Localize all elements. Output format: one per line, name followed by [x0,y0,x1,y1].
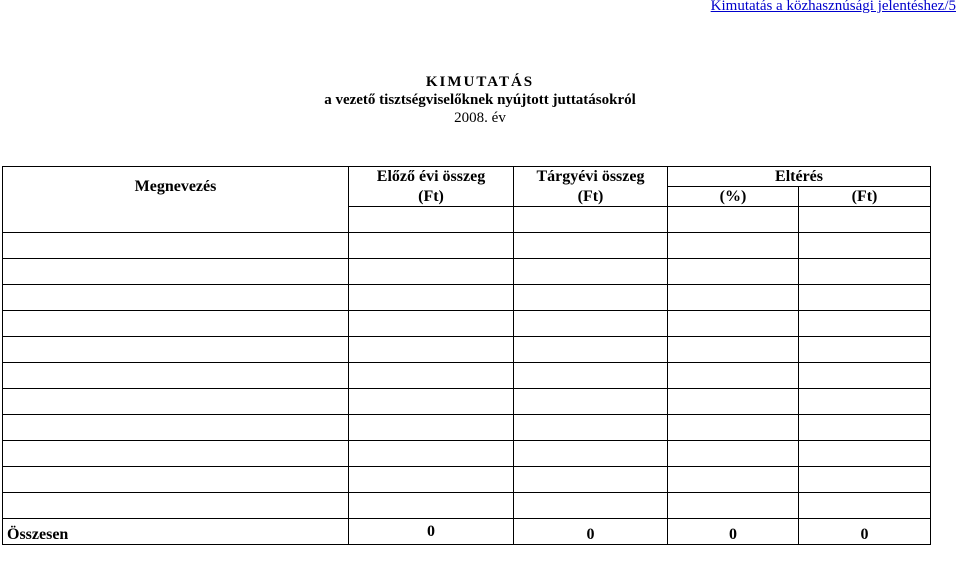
report-reference-link[interactable]: Kimutatás a közhasznúsági jelentéshez/5 [710,0,956,14]
table-cell [514,467,668,493]
table-cell [799,441,931,467]
table-cell [668,259,799,285]
table-cell [3,207,349,233]
table-cell [3,441,349,467]
table-cell [3,311,349,337]
table-row [3,285,931,311]
table-cell [349,493,514,519]
column-header-name: Megnevezés [3,167,349,207]
table-cell [514,285,668,311]
report-year: 2008. év [454,110,506,126]
table-cell [668,493,799,519]
table-cell [668,441,799,467]
table-cell [799,389,931,415]
total-prev-amount: 0 [349,519,514,545]
table-cell [668,207,799,233]
table-cell [3,337,349,363]
table-cell [799,311,931,337]
table-cell [514,233,668,259]
table-cell [514,311,668,337]
table-cell [349,467,514,493]
table-cell [3,285,349,311]
table-cell [3,415,349,441]
table-cell [799,233,931,259]
table-cell [799,285,931,311]
table-cell [349,337,514,363]
column-unit-curr: (Ft) [514,187,668,207]
table-cell [799,207,931,233]
table-cell [3,389,349,415]
table-cell [514,207,668,233]
table-cell [3,363,349,389]
table-cell [514,337,668,363]
table-cell [668,363,799,389]
table-cell [668,337,799,363]
table-cell [668,285,799,311]
table-cell [349,207,514,233]
total-row [3,519,931,545]
column-header-prev: Előző évi összeg [349,167,514,187]
table-cell [349,285,514,311]
title-block [0,73,960,127]
table-cell [668,415,799,441]
table-cell [668,311,799,337]
table-cell [514,415,668,441]
table-cell [3,467,349,493]
table-row [3,311,931,337]
table-row [3,441,931,467]
table-row [3,415,931,441]
table-cell [799,415,931,441]
table-cell [668,467,799,493]
table-cell [514,363,668,389]
table-row [3,259,931,285]
table-cell [799,467,931,493]
table-cell [668,233,799,259]
total-diff-ft: 0 [799,519,931,545]
table-row [3,363,931,389]
benefits-table [2,166,931,545]
table-cell [3,233,349,259]
table-row [3,493,931,519]
total-curr-amount: 0 [514,519,668,545]
table-row [3,467,931,493]
total-label: Összesen [3,519,349,545]
report-title: KIMUTATÁS [425,74,535,90]
table-cell [349,233,514,259]
report-subtitle: a vezető tisztségviselőknek nyújtott juttatásokról [324,92,636,108]
column-unit-diff-ft: (Ft) [799,187,931,207]
table-cell [349,363,514,389]
column-unit-diff-pct: (%) [668,187,799,207]
table-cell [349,415,514,441]
table-cell [349,311,514,337]
table-cell [514,389,668,415]
table-cell [349,389,514,415]
table-cell [349,441,514,467]
table-cell [799,493,931,519]
table-row [3,337,931,363]
table-cell [349,259,514,285]
table-cell [514,259,668,285]
header-row-top [3,167,931,187]
table-cell [514,441,668,467]
table-cell [799,337,931,363]
column-header-curr: Tárgyévi összeg [514,167,668,187]
column-header-diff: Eltérés [668,167,931,187]
table-row [3,207,931,233]
table-cell [3,259,349,285]
total-diff-pct: 0 [668,519,799,545]
table-cell [799,363,931,389]
table-cell [514,493,668,519]
column-unit-prev: (Ft) [349,187,514,207]
table-cell [668,389,799,415]
table-row [3,233,931,259]
table-cell [3,493,349,519]
table-cell [799,259,931,285]
table-row [3,389,931,415]
